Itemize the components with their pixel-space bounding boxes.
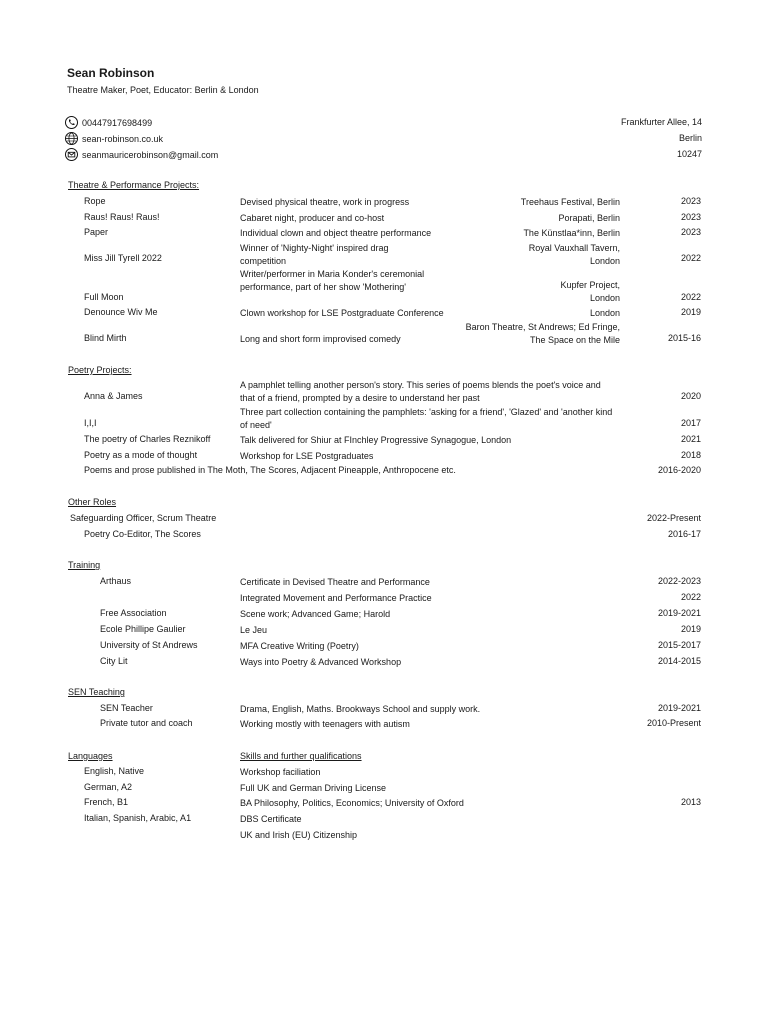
project-year: 2015-16 <box>667 333 701 343</box>
project-description: Clown workshop for LSE Postgraduate Conference <box>240 308 444 318</box>
sen-description: Drama, English, Maths. Brookways School and supply work. <box>240 704 481 714</box>
role-year: 2016-17 <box>667 529 701 539</box>
skill-item: UK and Irish (EU) Citizenship <box>240 830 358 840</box>
language-item: Italian, Spanish, Arabic, A1 <box>84 813 192 823</box>
role-title: Poetry Co-Editor, The Scores <box>84 529 201 539</box>
project-venue: Kupfer Project, London <box>560 280 620 303</box>
published-text: Poems and prose published in The Moth, The Scores, Adjacent Pineapple, Anthropocene etc. <box>84 465 456 475</box>
sen-year: 2010-Present <box>646 718 701 728</box>
poetry-description: A pamphlet telling another person's story. This series of poems blends the poet's voice and that of a friend, prompted by a desire to understand her past <box>240 380 601 403</box>
poetry-year: 2021 <box>680 434 701 444</box>
training-year: 2019-2021 <box>657 608 701 618</box>
published-year: 2016-2020 <box>657 465 701 475</box>
training-year: 2022-2023 <box>657 576 701 586</box>
project-year: 2022 <box>680 292 701 302</box>
globe-icon <box>65 132 78 145</box>
project-venue: Treehaus Festival, Berlin <box>520 197 620 207</box>
section-training-heading: Training <box>68 560 101 570</box>
skill-year: 2013 <box>680 797 701 807</box>
poetry-title: The poetry of Charles Reznikoff <box>84 434 211 444</box>
training-year: 2022 <box>680 592 701 602</box>
project-title: Rope <box>84 196 106 206</box>
poetry-year: 2017 <box>680 418 701 428</box>
website-link[interactable]: sean-robinson.co.uk <box>82 133 164 144</box>
poetry-title: Poetry as a mode of thought <box>84 450 198 460</box>
project-venue: Royal Vauxhall Tavern, London <box>528 243 620 266</box>
training-course: Certificate in Devised Theatre and Performance <box>240 577 430 587</box>
sen-description: Working mostly with teenagers with autism <box>240 719 410 729</box>
training-school: University of St Andrews <box>100 640 198 650</box>
project-venue: Porapati, Berlin <box>558 213 620 223</box>
training-school: City Lit <box>100 656 128 666</box>
project-description: Long and short form improvised comedy <box>240 334 401 344</box>
project-title: Raus! Raus! Raus! <box>84 212 160 222</box>
project-title: Denounce Wiv Me <box>84 307 158 317</box>
language-item: English, Native <box>84 766 145 776</box>
skill-item: Workshop faciliation <box>240 767 321 777</box>
project-title: Blind Mirth <box>84 333 127 343</box>
project-year: 2022 <box>680 253 701 263</box>
language-item: French, B1 <box>84 797 129 807</box>
project-title: Paper <box>84 227 109 237</box>
project-venue: London <box>589 308 620 318</box>
contact-website <box>65 131 163 146</box>
project-venue: Baron Theatre, St Andrews; Ed Fringe, The Space on the Mile <box>465 322 620 345</box>
poetry-title: I,I,I <box>84 418 97 428</box>
training-school: Free Association <box>100 608 167 618</box>
envelope-icon <box>65 148 78 161</box>
project-description: Individual clown and object theatre performance <box>240 228 432 238</box>
project-year: 2023 <box>680 196 701 206</box>
training-year: 2015-2017 <box>657 640 701 650</box>
training-year: 2019 <box>680 624 701 634</box>
contact-phone <box>65 115 152 130</box>
language-item: German, A2 <box>84 782 133 792</box>
project-description: Writer/performer in Maria Konder's ceremonial performance, part of her show 'Mothering' <box>240 269 425 292</box>
address-street: Frankfurter Allee, 14 <box>620 117 702 127</box>
project-title: Miss Jill Tyrell 2022 <box>84 253 162 263</box>
poetry-description: Talk delivered for Shiur at FInchley Progressive Synagogue, London <box>240 435 512 445</box>
project-description: Cabaret night, producer and co-host <box>240 213 385 223</box>
section-poetry-heading: Poetry Projects: <box>68 365 132 375</box>
section-skills-heading: Skills and further qualifications <box>240 751 362 761</box>
project-year: 2023 <box>680 212 701 222</box>
phone-icon <box>65 116 78 129</box>
role-title: Safeguarding Officer, Scrum Theatre <box>70 513 217 523</box>
training-school: Arthaus <box>100 576 132 586</box>
skill-item: BA Philosophy, Politics, Economics; University of Oxford <box>240 798 464 808</box>
project-venue: The Künstlaa*inn, Berlin <box>523 228 620 238</box>
project-year: 2019 <box>680 307 701 317</box>
training-school: Ecole Phillipe Gaulier <box>100 624 186 634</box>
project-description: Devised physical theatre, work in progress <box>240 197 410 207</box>
poetry-year: 2020 <box>680 391 701 401</box>
training-course: Ways into Poetry & Advanced Workshop <box>240 657 402 667</box>
sen-role: Private tutor and coach <box>100 718 193 728</box>
poetry-year: 2018 <box>680 450 701 460</box>
cv-name: Sean Robinson <box>67 66 155 80</box>
skill-item: Full UK and German Driving License <box>240 783 387 793</box>
poetry-description: Three part collection containing the pamphlets: 'asking for a friend', 'Glazed' and 'another kind of need' <box>240 407 613 430</box>
poetry-description: Workshop for LSE Postgraduates <box>240 451 374 461</box>
sen-role: SEN Teacher <box>100 703 153 713</box>
skill-item: DBS Certificate <box>240 814 302 824</box>
training-course: Le Jeu <box>240 625 268 635</box>
phone-number: 00447917698499 <box>82 117 153 128</box>
sen-year: 2019-2021 <box>657 703 701 713</box>
role-year: 2022-Present <box>646 513 701 523</box>
training-year: 2014-2015 <box>657 656 701 666</box>
section-sen-heading: SEN Teaching <box>68 687 125 697</box>
project-title: Full Moon <box>84 292 124 302</box>
email-link[interactable]: seanmauricerobinson@gmail.com <box>82 149 219 160</box>
cv-subtitle: Theatre Maker, Poet, Educator: Berlin & London <box>67 85 259 95</box>
section-languages-heading: Languages <box>68 751 113 761</box>
poetry-title: Anna & James <box>84 391 143 401</box>
training-course: MFA Creative Writing (Poetry) <box>240 641 359 651</box>
training-course: Scene work; Advanced Game; Harold <box>240 609 391 619</box>
project-description: Winner of 'Nighty-Night' inspired drag competition <box>240 243 389 266</box>
address-postcode: 10247 <box>676 149 702 159</box>
section-other-roles-heading: Other Roles <box>68 497 117 507</box>
training-course: Integrated Movement and Performance Practice <box>240 593 432 603</box>
contact-email <box>65 147 218 162</box>
section-theatre-heading: Theatre & Performance Projects: <box>68 180 200 190</box>
address-city: Berlin <box>678 133 702 143</box>
project-year: 2023 <box>680 227 701 237</box>
